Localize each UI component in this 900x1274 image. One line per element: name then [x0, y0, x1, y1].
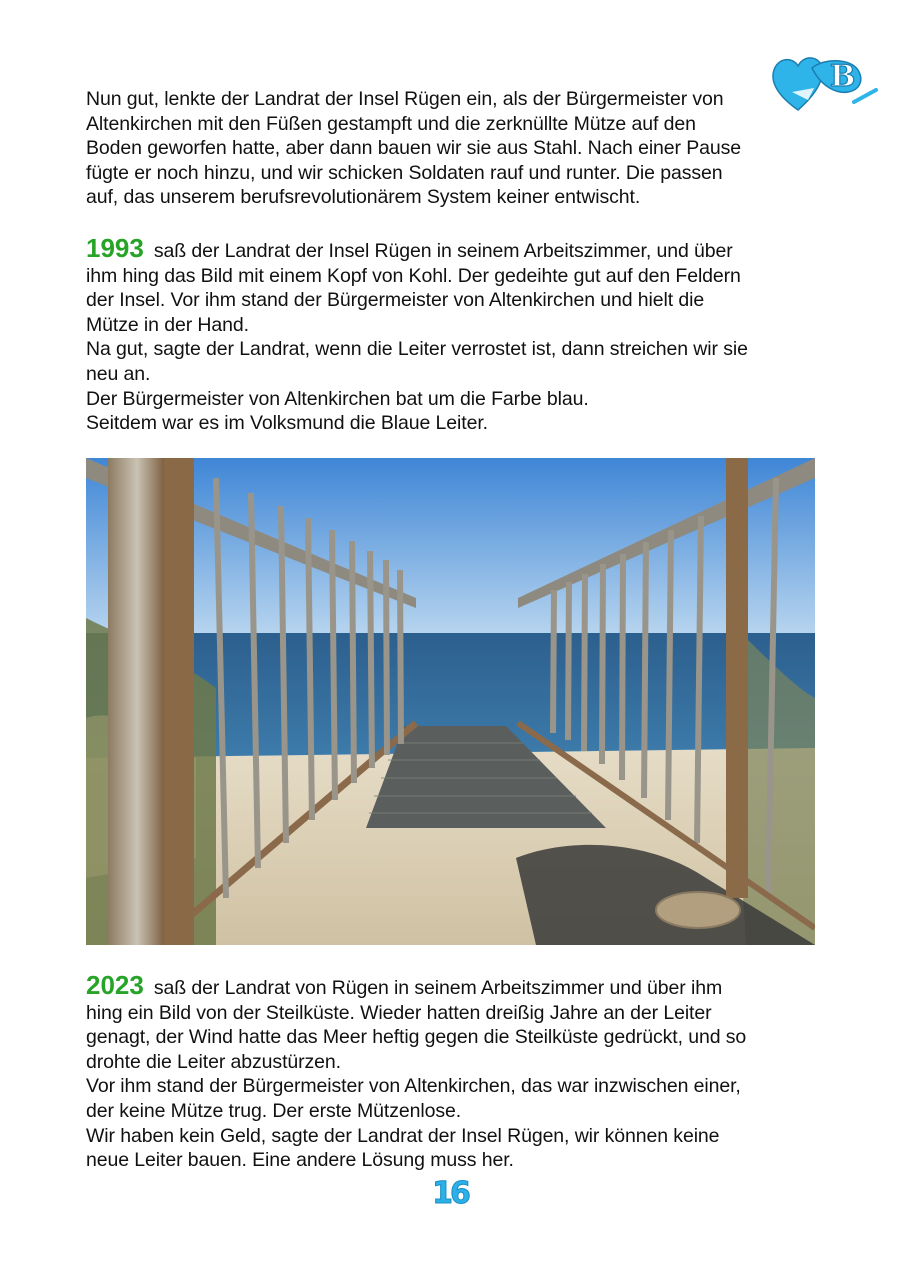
text-line: auf, das unserem berufsrevolutionärem System keiner entwischt.	[86, 186, 641, 209]
text-line: der keine Mütze trug. Der erste Mützenlose.	[86, 1099, 462, 1122]
photo-illustration	[86, 458, 815, 945]
text-line: hing ein Bild von der Steilküste. Wieder hatten dreißig Jahre an der Leiter	[86, 1001, 712, 1024]
text-line	[86, 970, 826, 1001]
logo-letter-b: B	[830, 59, 856, 94]
year-heading-1993: 1993	[86, 233, 144, 263]
text-line: Vor ihm stand der Bürgermeister von Altenkirchen, das war inzwischen einer,	[86, 1075, 741, 1098]
page-number: 16	[432, 1176, 468, 1211]
text-line: Der Bürgermeister von Altenkirchen bat um die Farbe blau.	[86, 387, 589, 410]
text-line: fügte er noch hinzu, und wir schicken Soldaten rauf und runter. Die passen	[86, 161, 723, 184]
text-line: genagt, der Wind hatte das Meer heftig gegen die Steilküste gedrückt, und so	[86, 1026, 747, 1049]
text-line: ihm hing das Bild mit einem Kopf von Kohl. Der gedeihte gut auf den Feldern	[86, 264, 741, 287]
text-line: Altenkirchen mit den Füßen gestampft und die zerknüllte Mütze auf den	[86, 112, 696, 135]
paragraph-intro	[86, 87, 826, 210]
photo-blue-ladder-railing	[86, 458, 815, 945]
text-line: Boden geworfen hatte, aber dann bauen wir sie aus Stahl. Nach einer Pause	[86, 137, 742, 160]
text-line	[86, 233, 826, 264]
round-plate	[656, 892, 740, 928]
text-line: Mütze in der Hand.	[86, 313, 249, 336]
text-line: Nun gut, lenkte der Landrat der Insel Rügen ein, als der Bürgermeister von	[86, 88, 724, 110]
sky	[86, 458, 815, 638]
text-line-content: saß der Landrat von Rügen in seinem Arbeitszimmer und über ihm	[153, 977, 723, 999]
paragraph-1993	[86, 233, 826, 436]
text-line: Seitdem war es im Volksmund die Blaue Leiter.	[86, 412, 488, 435]
year-heading-2023: 2023	[86, 970, 144, 1000]
text-line: Wir haben kein Geld, sagte der Landrat der Insel Rügen, wir können keine	[86, 1124, 720, 1147]
text-line: drohte die Leiter abzustürzen.	[86, 1050, 341, 1073]
text-line: Na gut, sagte der Landrat, wenn die Leiter verrostet ist, dann streichen wir sie	[86, 338, 748, 361]
text-line: neue Leiter bauen. Eine andere Lösung muss her.	[86, 1149, 514, 1172]
paragraph-2023	[86, 970, 826, 1173]
text-line: der Insel. Vor ihm stand der Bürgermeister von Altenkirchen und hielt die	[86, 289, 705, 312]
text-line: neu an.	[86, 362, 151, 385]
text-line-content: saß der Landrat der Insel Rügen in seinem Arbeitszimmer, und über	[153, 240, 733, 262]
